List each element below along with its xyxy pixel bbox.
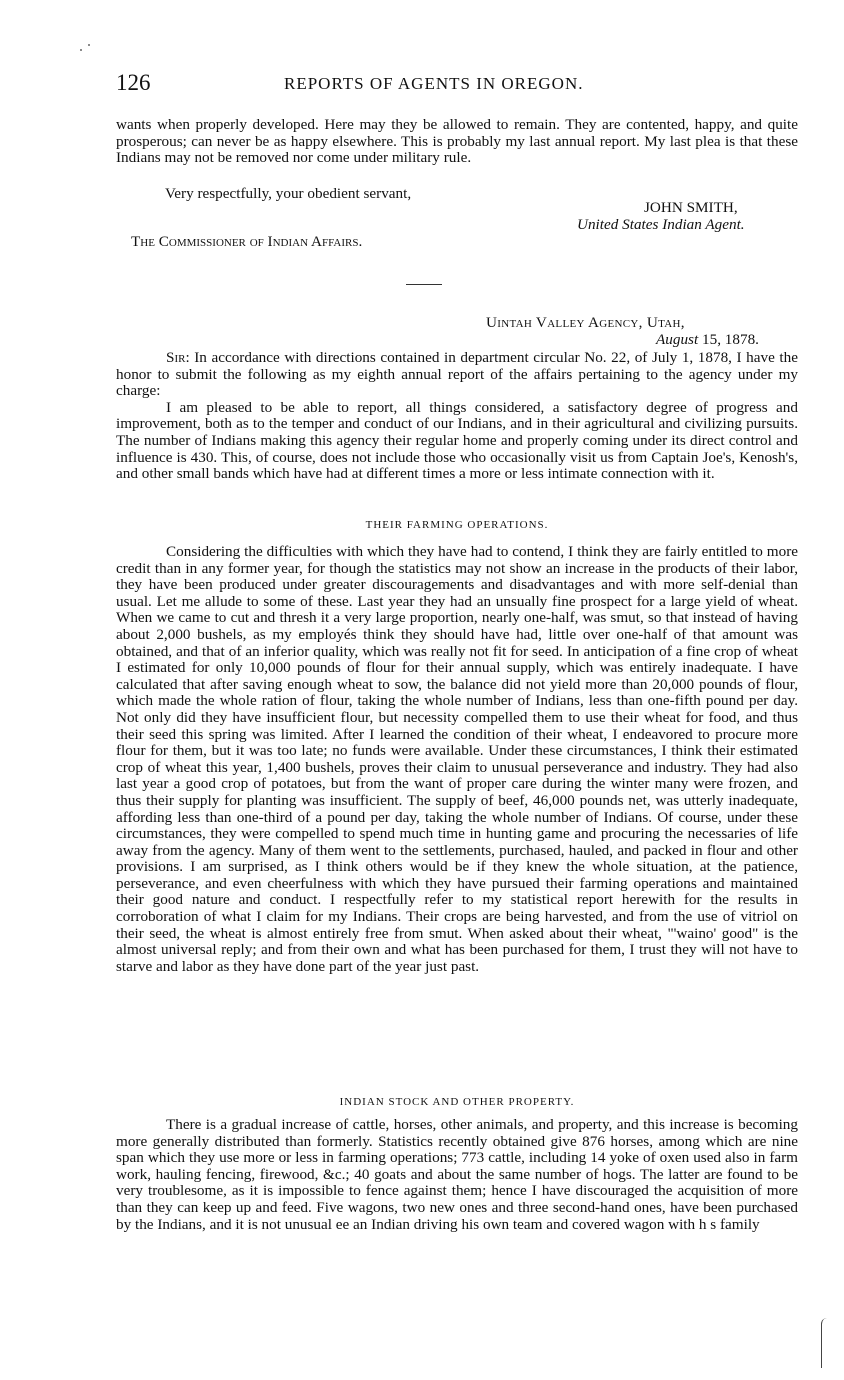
- previous-letter-closing: [116, 117, 798, 167]
- closing-paragraph: wants when properly developed. Here may they be allowed to remain. They are contented, happy, and quite prosperous; can never be as happy elsewhere. This is probably my last annual report. My last plea is that these Indians may not be removed nor come under military rule.: [116, 116, 798, 167]
- letter-place: Uintah Valley Agency, Utah,: [486, 314, 685, 331]
- paragraph-3: There is a gradual increase of cattle, horses, other animals, and property, and this increase is becoming more generally distributed than formerly. Statistics recently obtained give 876 horses, among which are nine span which they use more or less in farming operations; 773 cattle, including 14 yoke of oxen used also in farm work, hauling fencing, firewood, &c.; 40 goats and about the same number of hogs. The latter are found to be very troublesome, as it is impossible to fence against them; hence I have discouraged the acquisition of more than they can keep up and feed. Five wagons, two new ones and three second-hand ones, have been purchased by the Indians, and it is not unusual ee an Indian driving his own team and covered wagon with h s family: [116, 1116, 798, 1233]
- section-heading-stock: INDIAN STOCK AND OTHER PROPERTY.: [339, 1096, 575, 1108]
- section-heading-farming: THEIR FARMING OPERATIONS.: [365, 519, 549, 531]
- valediction: Very respectfully, your obedient servant,: [165, 185, 412, 202]
- page-edge-mark: [821, 1318, 836, 1368]
- page-header: [116, 70, 800, 100]
- page-number: 126: [116, 70, 151, 95]
- salutation: Sir: [166, 349, 186, 366]
- running-head: REPORTS OF AGENTS IN OREGON.: [284, 74, 584, 93]
- paragraph-2: Considering the difficulties with which they have had to contend, I think they are fairly entitled to more credit than in any former year, for though the statistics may not show an increase in the products of their labor, they have been produced under greater discouragements and disadvantages and with more self-denial than usual. Let me allude to some of these. Last year they had an unsually fine prospect for a large yield of wheat. When we came to cut and thresh it a very large proportion, nearly one-half, was smut, so that instead of having about 2,000 bushels, as my employés think they should have had, little over one-half of that amount was obtained, and that of an inferior quality, which was really not fit for seed. In anticipation of a fine crop of wheat I estimated for only 10,000 pounds of flour for their annual supply, which was entirely inadequate. I have calculated that after saving enough wheat to sow, the balance did not yield more than 20,000 pounds of flour, which made the whole ration of flour, taking the whole number of Indians, less than one-fifth pound per day. Not only did they have insufficient flour, but necessity compelled them to use their wheat for food, and thus their seed this spring was limited. After I learned the condition of their wheat, I endeavored to procure more flour for them, but it was too late; no funds were available. Under these circumstances, I think their estimated crop of wheat this year, 1,400 bushels, proves their claim to unusual perseverance and industry. They had also last year a good crop of potatoes, but from the want of proper care during the winter many were frozen, and thus their supply for planting was insufficient. The supply of beef, 46,000 pounds net, was utterly inadequate, affording less than one-third of a pound per day, taking the whole number of Indians. Of course, under these circumstances, they were compelled to spend much time in hunting game and procuring the necessaries of life away from the agency. Many of them went to the settlements, purchased, hauled, and packed in flour and other provisions. I am surprised, as I think others would be if they knew the whole situation, at the patience, perseverance, and even cheerfulness with which they have pursued their farming operations and maintained their good nature and conduct. I respectfully refer to my statistical report herewith for the results in corroboration of what I claim for my Indians. Their crops are being harvested, and from the use of vitriol on their seed, the wheat is almost entirely free from smut. When asked about their wheat, "'waino' good" is the almost universal reply; and from their own and what has been purchased for them, I trust they will not have to starve and labor as they have done part of the year just past.: [116, 543, 798, 975]
- signature-title: United States Indian Agent.: [577, 216, 745, 233]
- paragraph-1: I am pleased to be able to report, all things considered, a satisfactory degree of progress and improvement, both as to the temper and conduct of our Indians, and in their agricultural and civilizing pursuits. The number of Indians making this agency their regular home and properly coming under its direct control and influence is 430. This, of course, does not include those who occasionally visit us from Captain Joe's, Kenosh's, and other small bands which have had at different times a more or less intimate connection with it.: [116, 398, 798, 483]
- addressee-rest: Commissioner of Indian Affairs.: [158, 233, 363, 250]
- letter-intro: [116, 350, 798, 483]
- date-rest: 15, 1878.: [702, 331, 759, 348]
- section-divider: [406, 284, 442, 285]
- addressee: [131, 233, 362, 251]
- intro-paragraph: [116, 350, 798, 400]
- signature-name: JOHN SMITH,: [644, 199, 738, 216]
- addressee-the: The: [131, 233, 155, 250]
- letter-date: [656, 331, 759, 349]
- intro-text: : In accordance with directions contained in department circular No. 22, of July 1, 1878, I have the honor to submit the following as my eighth annual report of the affairs pertaining to the agency under my charge:: [116, 349, 798, 400]
- scan-speck: [88, 44, 90, 46]
- farming-section: [116, 544, 798, 975]
- date-month: August: [656, 331, 699, 348]
- stock-section: [116, 1117, 798, 1233]
- scan-speck: [80, 49, 82, 51]
